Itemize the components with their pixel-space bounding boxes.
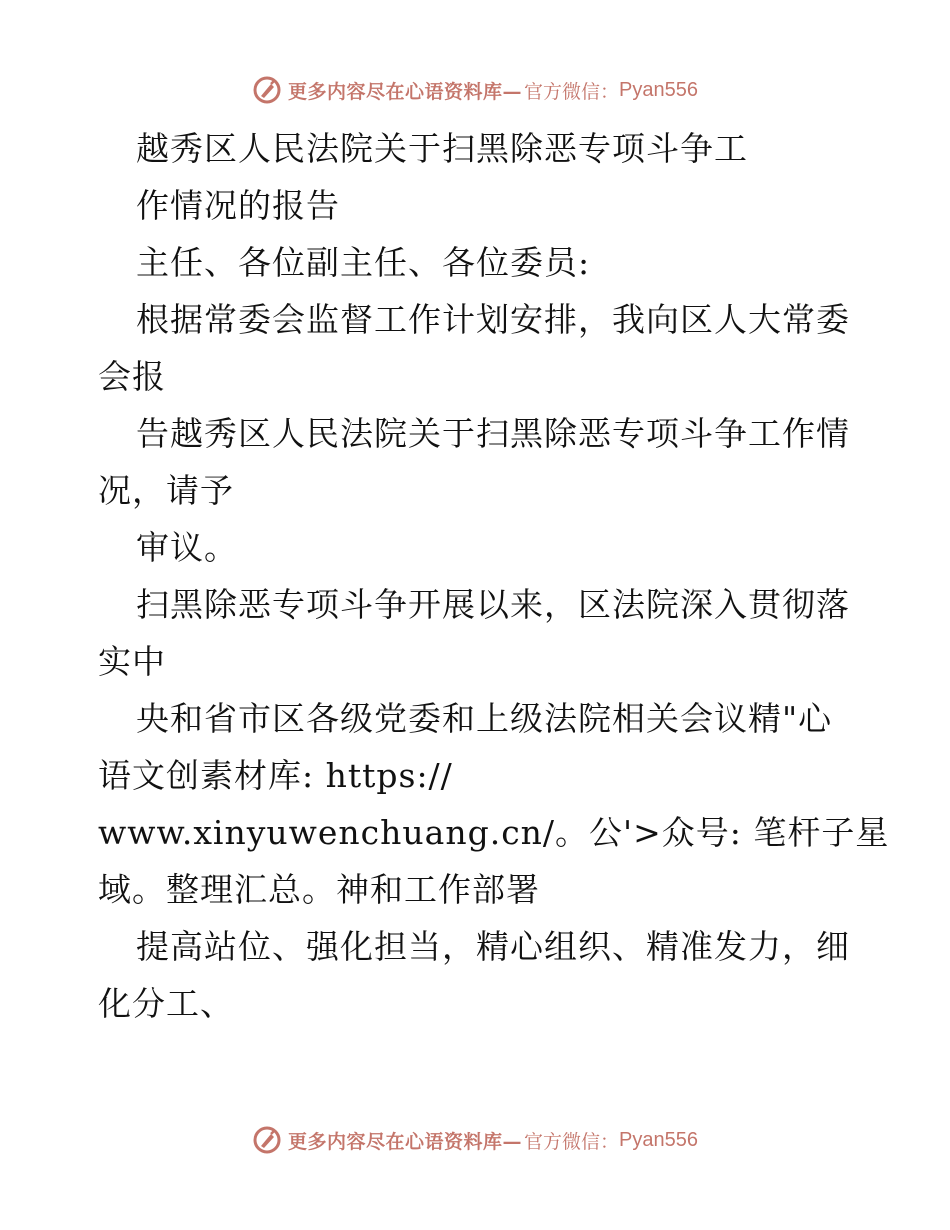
pen-circle-logo-icon (252, 75, 282, 105)
doc-line: 会报 (98, 357, 166, 396)
document-body (98, 120, 890, 1032)
banner-wechat-id: Pyan556 (619, 78, 698, 101)
doc-line: 域。整理汇总。神和工作部署 (98, 870, 540, 909)
doc-line: 根据常委会监督工作计划安排，我向区人大常委 (136, 300, 850, 339)
banner-wechat-id: Pyan556 (619, 1128, 698, 1151)
doc-line: 审议。 (136, 528, 238, 567)
banner-text: 更多内容尽在心语资料库— (288, 1130, 523, 1153)
doc-line: 实中 (98, 642, 166, 681)
doc-line: 提高站位、强化担当，精心组织、精准发力，细 (136, 927, 850, 966)
doc-line: 语文创素材库: https:// (98, 756, 453, 795)
doc-salutation: 主任、各位副主任、各位委员: (136, 243, 591, 282)
banner-wechat-label: 官方微信： (524, 80, 620, 103)
doc-line: 央和省市区各级党委和上级法院相关会议精"心 (136, 699, 833, 738)
footer-banner (0, 1120, 950, 1160)
doc-line: 化分工、 (98, 984, 234, 1023)
doc-title-line-1: 越秀区人民法院关于扫黑除恶专项斗争工 (136, 129, 748, 168)
banner-wechat-label: 官方微信： (524, 1130, 620, 1153)
doc-url-line: www.xinyuwenchuang.cn/。公'>众号: 笔杆子星 (98, 813, 890, 852)
banner-text: 更多内容尽在心语资料库— (288, 80, 523, 103)
doc-line: 告越秀区人民法院关于扫黑除恶专项斗争工作情 (136, 414, 850, 453)
pen-circle-logo-icon (252, 1125, 282, 1155)
header-banner (0, 70, 950, 110)
doc-line: 扫黑除恶专项斗争开展以来，区法院深入贯彻落 (136, 585, 850, 624)
doc-line: 况，请予 (98, 471, 234, 510)
doc-title-line-2: 作情况的报告 (136, 186, 340, 225)
